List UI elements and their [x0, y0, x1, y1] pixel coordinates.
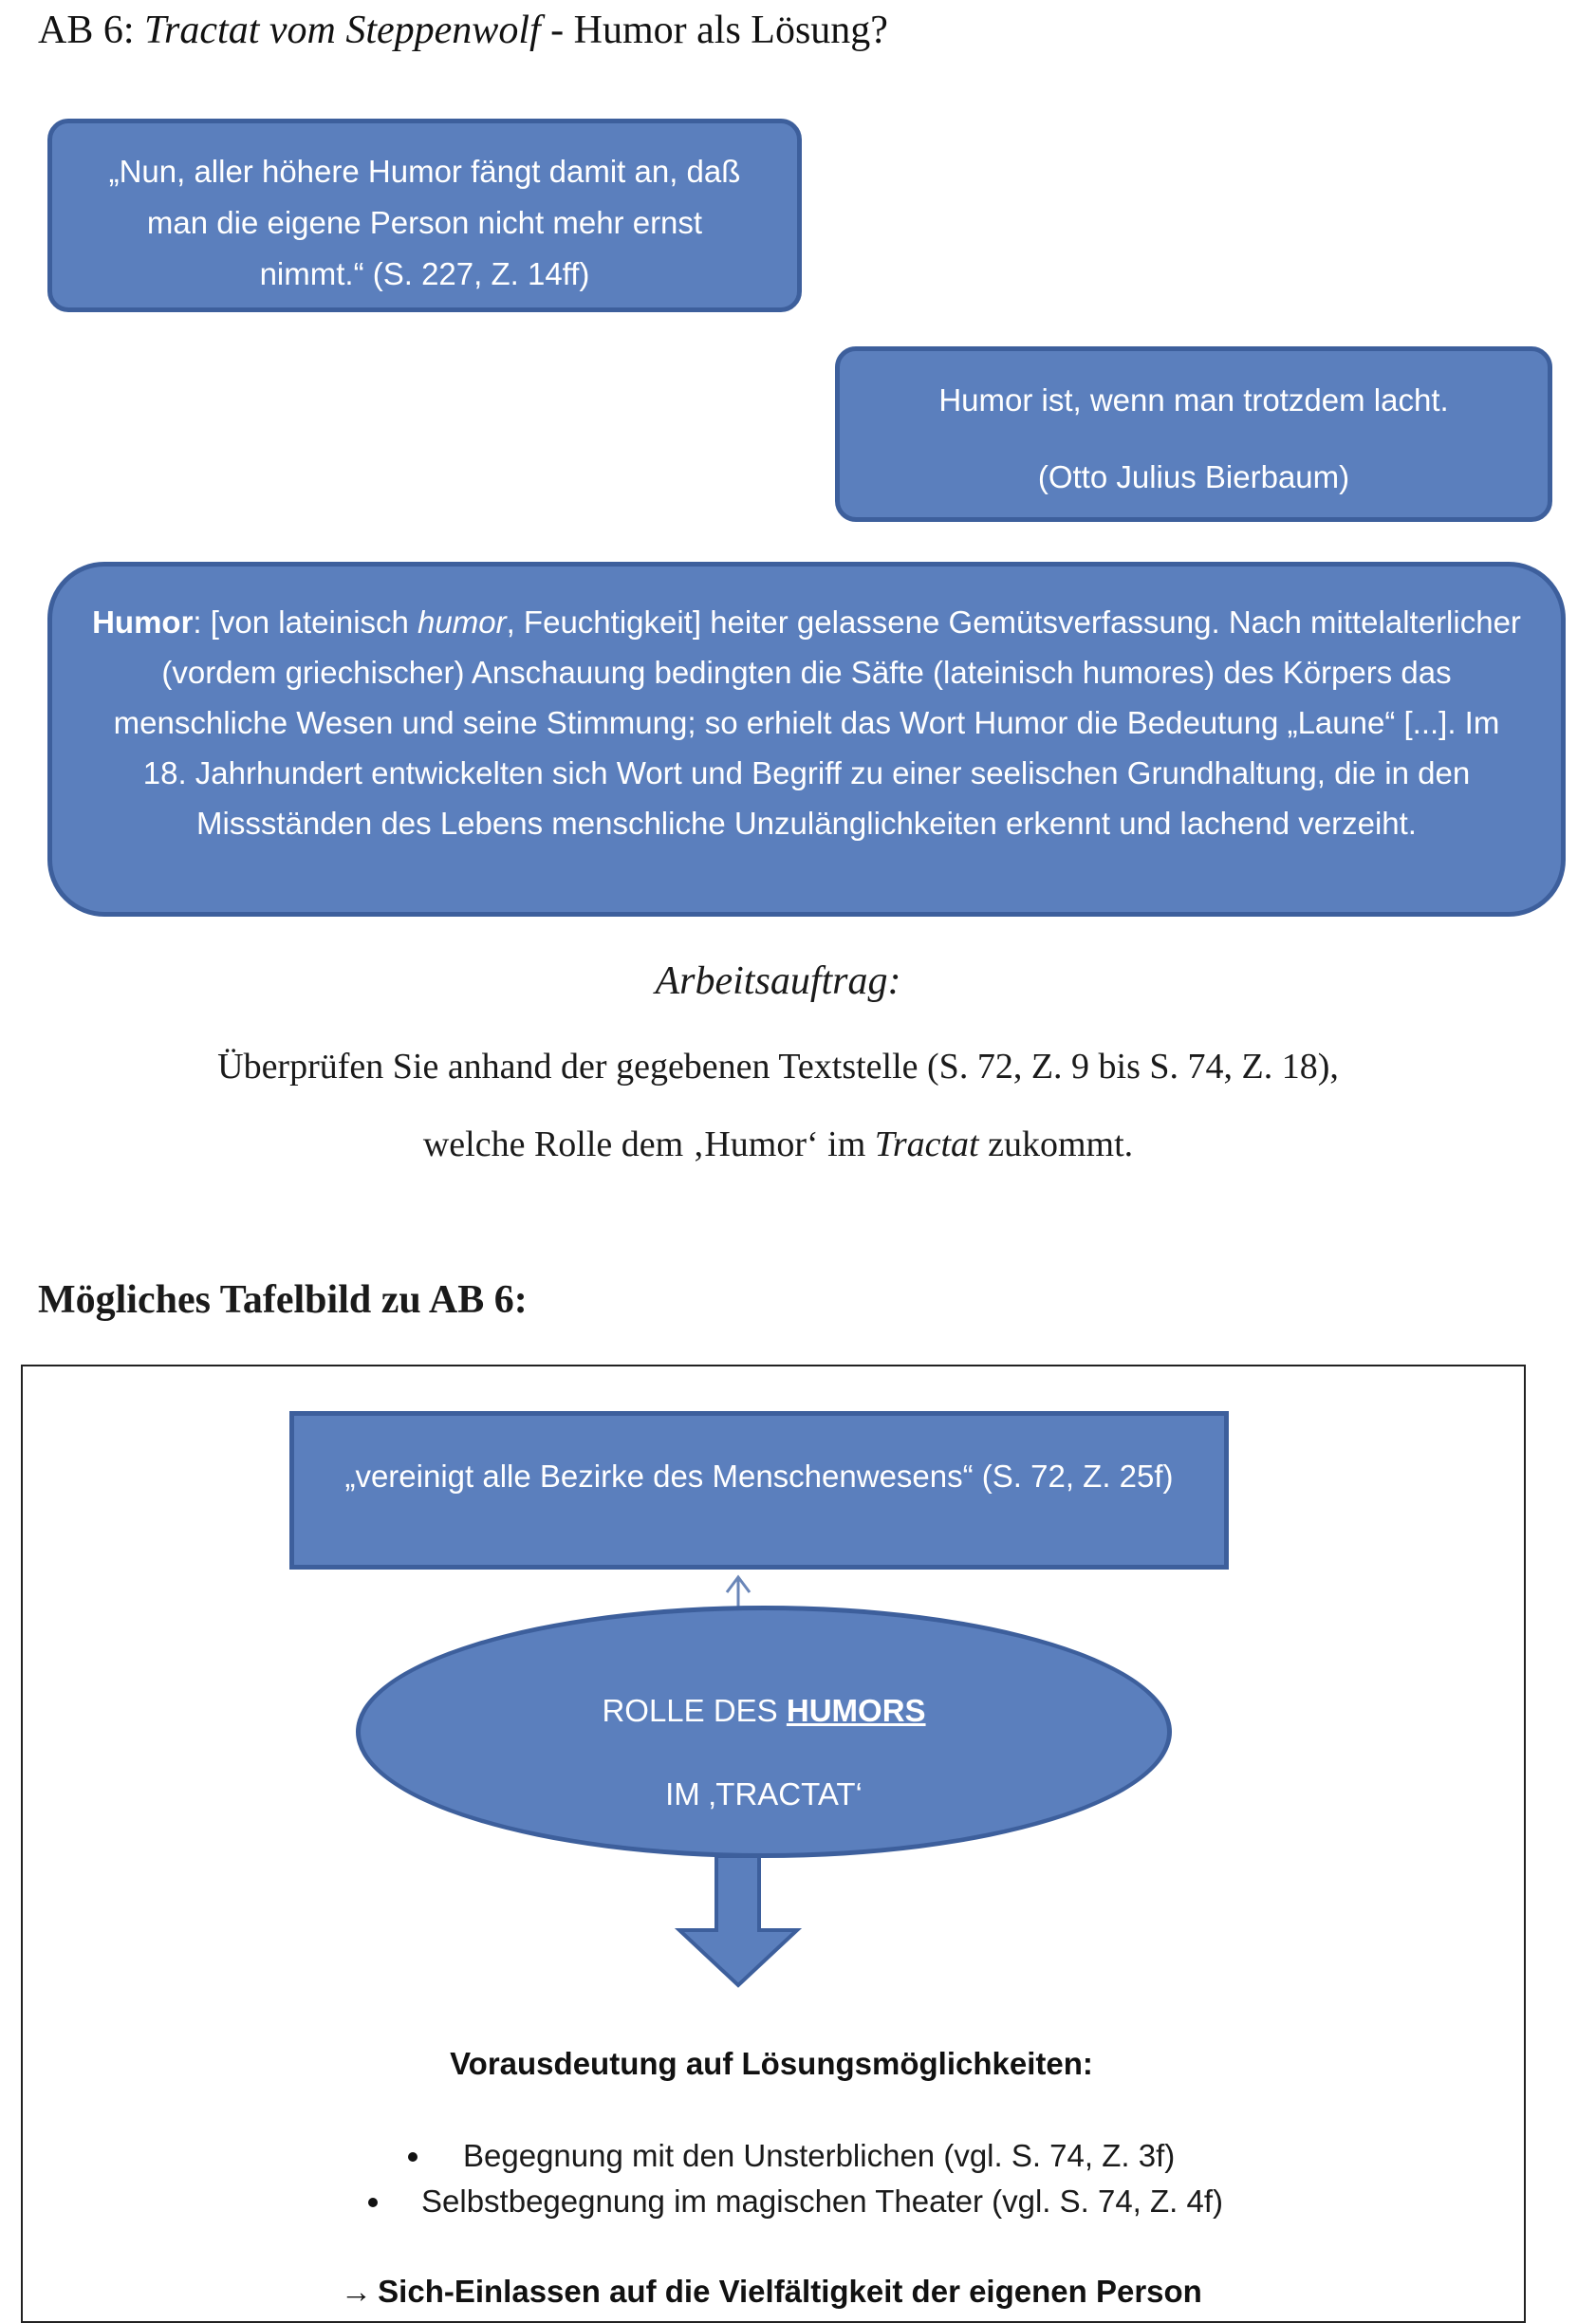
title-work: Tractat vom Steppenwolf	[144, 9, 541, 52]
board-top-box-text: „vereinigt alle Bezirke des Menschenwesens“ (S. 72, Z. 25f)	[344, 1459, 1174, 1494]
title-prefix: AB 6:	[38, 9, 145, 52]
task-heading: Arbeitsauftrag:	[655, 959, 901, 1003]
down-arrow-shape	[679, 1856, 797, 1985]
task-line-2-after: zukommt.	[978, 1124, 1134, 1164]
definition-term: Humor	[92, 604, 194, 640]
board-heading: Mögliches Tafelbild zu AB 6:	[38, 1278, 528, 1322]
conclusion-text: Sich-Einlassen auf die Vielfältigkeit der eigenen Person	[378, 2274, 1202, 2309]
list-item-text: Begegnung mit den Unsterblichen (vgl. S. 74, Z. 3f)	[463, 2138, 1176, 2173]
definition-part2: , Feuchtigkeit] heiter gelassene Gemütsverfassung. Nach mittelalterlicher (vordem griechischer) Anschauung bedingten die Säfte (lateinisch humores) des Körpers das menschliche Wesen und seine Stimmung; so erhielt das Wort Humor die Bedeutung „Laune“ [...]. Im 18. Jahrhundert entwickelten sich Wort und Begriff zu einer seelischen Grundhaltung, die in den Missständen des Lebens menschliche Unzulänglichkeiten erkennt und lachend verzeiht.	[113, 604, 1521, 841]
ellipse-line-1	[361, 1690, 1167, 1732]
ellipse-line-2: IM ‚TRACTAT‘	[665, 1776, 863, 1812]
task-line-2-italic: Tractat	[874, 1124, 979, 1164]
task-line-1: Überprüfen Sie anhand der gegebenen Textstelle (S. 72, Z. 9 bis S. 74, Z. 18),	[217, 1047, 1339, 1087]
ellipse-line-1-emphasis: HUMORS	[786, 1693, 926, 1728]
quote-bierbaum-author: (Otto Julius Bierbaum)	[1037, 459, 1350, 494]
bullet-dot-icon	[368, 2198, 378, 2207]
ellipse-line-1-text: ROLLE DES	[602, 1693, 787, 1728]
right-arrow-icon: →	[341, 2274, 373, 2309]
definition-latin-word: humor	[418, 604, 507, 640]
quote-hesse-text: „Nun, aller höhere Humor fängt damit an, daß man die eigene Person nicht mehr ernst nimmt.“ (S. 227, Z. 14ff)	[108, 154, 741, 291]
quote-bierbaum-text: Humor ist, wenn man trotzdem lacht.	[938, 382, 1449, 418]
definition-part1: : [von lateinisch	[193, 604, 418, 640]
board-central-ellipse	[356, 1606, 1172, 1858]
outlook-heading: Vorausdeutung auf Lösungsmöglichkeiten:	[450, 2046, 1093, 2081]
list-item-text: Selbstbegegnung im magischen Theater (vgl. S. 74, Z. 4f)	[421, 2184, 1224, 2219]
list-item	[351, 2179, 1300, 2224]
outlook-list	[351, 2133, 1300, 2224]
title-suffix: - Humor als Lösung?	[540, 9, 888, 52]
task-line-2-before: welche Rolle dem ‚Humor‘ im	[422, 1124, 875, 1164]
conclusion-line	[0, 2270, 1543, 2314]
list-item	[351, 2133, 1300, 2179]
bullet-dot-icon	[408, 2152, 418, 2162]
